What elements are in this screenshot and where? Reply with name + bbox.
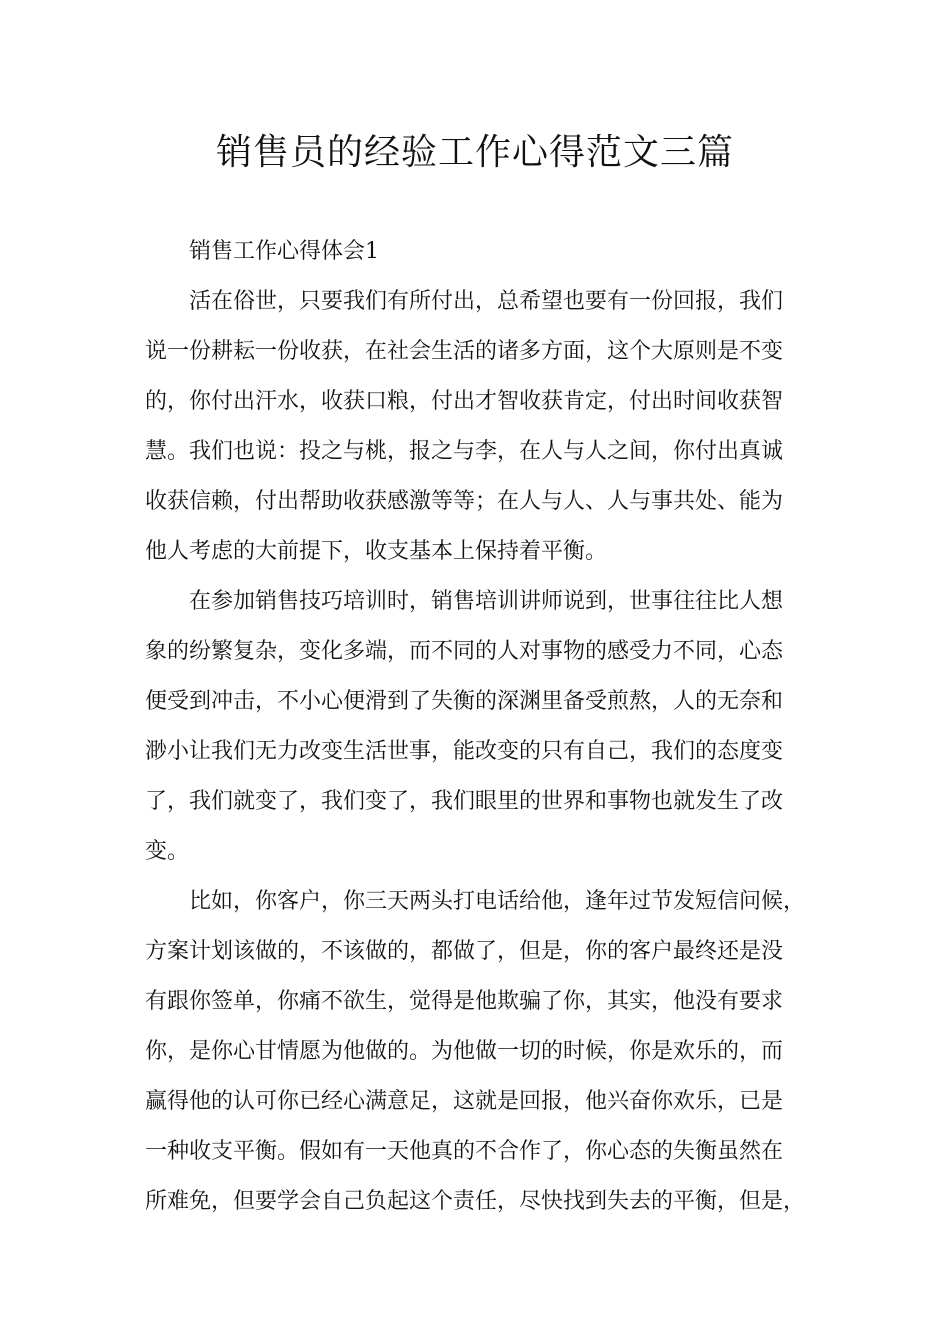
paragraph-3-line-2: 方案计划该做的，不该做的，都做了，但是，你的客户最终还是没	[145, 939, 784, 964]
paragraph-2-line-3: 便受到冲击，不小心便滑到了失衡的深渊里备受煎熬，人的无奈和	[145, 689, 784, 714]
paragraph-2-line-2: 象的纷繁复杂，变化多端，而不同的人对事物的感受力不同，心态	[145, 639, 784, 664]
paragraph-3-line-4: 你，是你心甘情愿为他做的。为他做一切的时候，你是欢乐的，而	[145, 1039, 784, 1064]
paragraph-2-line-1: 在参加销售技巧培训时，销售培训讲师说到，世事往往比人想	[189, 589, 784, 614]
paragraph-2-line-6: 变。	[145, 839, 190, 864]
paragraph-2-line-4: 渺小让我们无力改变生活世事，能改变的只有自己，我们的态度变	[145, 739, 784, 764]
paragraph-1-line-4: 慧。我们也说：投之与桃，报之与李，在人与人之间，你付出真诚	[145, 439, 784, 464]
paragraph-2-line-5: 了，我们就变了，我们变了，我们眼里的世界和事物也就发生了改	[145, 789, 784, 814]
section-heading: 销售工作心得体会1	[189, 239, 379, 264]
paragraph-1-line-3: 的，你付出汗水，收获口粮，付出才智收获肯定，付出时间收获智	[145, 389, 784, 414]
paragraph-1-line-5: 收获信赖，付出帮助收获感激等等；在人与人、人与事共处、能为	[145, 489, 784, 514]
paragraph-1-line-6: 他人考虑的大前提下，收支基本上保持着平衡。	[145, 539, 608, 564]
paragraph-3-line-3: 有跟你签单，你痛不欲生，觉得是他欺骗了你，其实，他没有要求	[145, 989, 784, 1014]
paragraph-3-line-1: 比如，你客户，你三天两头打电话给他，逢年过节发短信问候，	[189, 889, 806, 914]
document-title: 销售员的经验工作心得范文三篇	[215, 132, 734, 173]
paragraph-3-line-5: 赢得他的认可你已经心满意足，这就是回报，他兴奋你欢乐，已是	[145, 1089, 784, 1114]
document-body	[145, 227, 815, 1227]
paragraph-3-line-7: 所难免，但要学会自己负起这个责任，尽快找到失去的平衡，但是，	[145, 1189, 806, 1214]
paragraph-3-line-6: 一种收支平衡。假如有一天他真的不合作了，你心态的失衡虽然在	[145, 1139, 784, 1164]
paragraph-1-line-1: 活在俗世，只要我们有所付出，总希望也要有一份回报，我们	[189, 289, 784, 314]
paragraph-1-line-2: 说一份耕耘一份收获，在社会生活的诸多方面，这个大原则是不变	[145, 339, 784, 364]
